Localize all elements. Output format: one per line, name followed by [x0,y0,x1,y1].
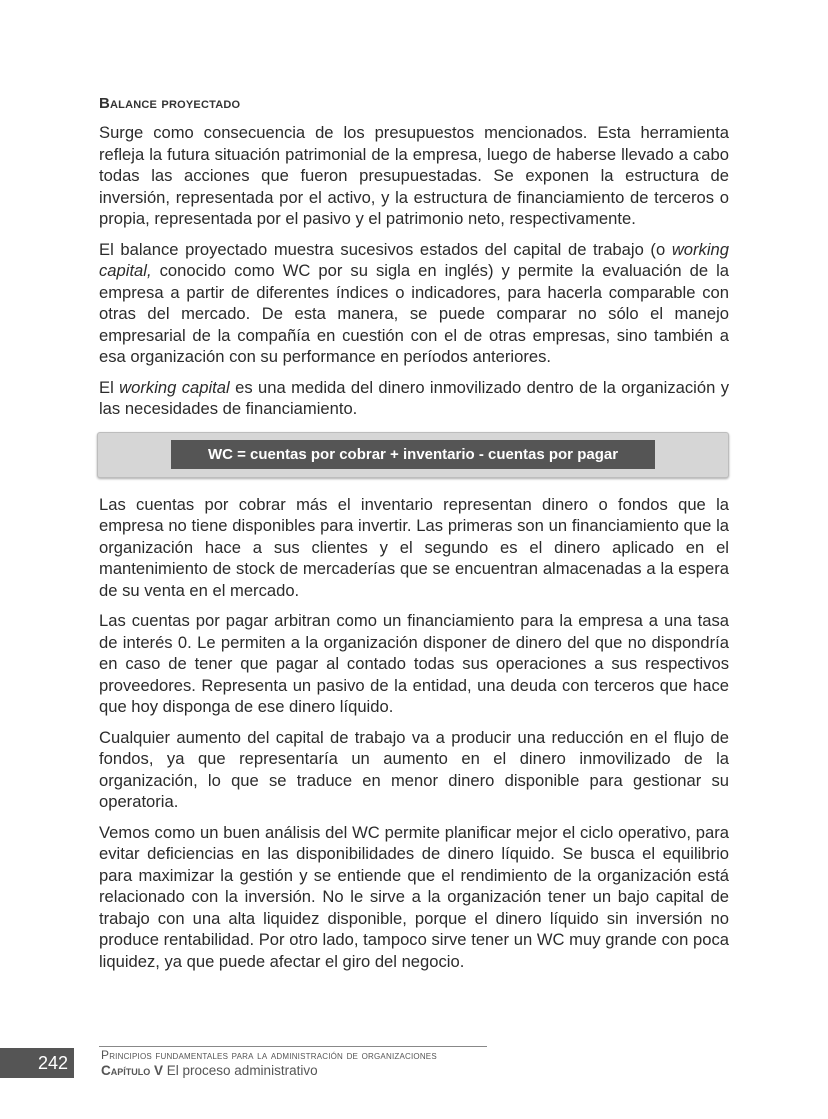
paragraph-1: Surge como consecuencia de los presupuestos mencionados. Esta herramienta refleja la futura situación patrimonial de la empresa, luego de haberse llevado a cabo todas las acciones que fueron presupuestadas. Se exponen la estructura de inversión, representada por el activo, y la estructura de financiamiento de terceros o propia, representada por el pasivo y el patrimonio neto, respectivamente. [99,123,729,228]
paragraph-text: conocido como WC por su sigla en inglés) y permite la evaluación de la empresa a partir de diferentes índices o indicadores, para hacerla comparable con otras del mercado. De esta manera, se puede comparar no sólo el manejo empresarial de la compañía en cuestión con el de otras empresas, sino también a esa organización con su performance en períodos anteriores. [99,261,729,366]
footer-divider [99,1046,487,1047]
page-number: 242 [0,1048,74,1078]
paragraph-text: El balance proyectado muestra sucesivos estados del capital de trabajo (o [99,239,672,259]
paragraph-5: Las cuentas por pagar arbitran como un financiamiento para la empresa a una tasa de interés 0. Le permiten a la organización disponer de dinero del que no dispondría en caso de tener que pagar al contado todas sus operaciones a sus respectivos proveedores. Representa un pasivo de la entidad, una deuda con terceros que hace que hoy disponga de ese dinero líquido. [99,611,729,716]
section-heading: Balance proyectado [99,95,241,112]
paragraph-2 [99,239,729,368]
book-title: Principios fundamentales para la administración de organizaciones [101,1048,437,1062]
chapter-title: El proceso administrativo [163,1063,318,1078]
chapter-label: Capítulo V [101,1063,164,1078]
italic-term: working capital [119,377,230,397]
paragraph-text: El [99,377,120,397]
paragraph-3 [99,377,729,420]
wc-formula: WC = cuentas por cobrar + inventario - cuentas por pagar [171,440,655,469]
paragraph-text: es una medida del dinero inmovilizado dentro de la organización y las necesidades de financiamiento. [99,377,729,418]
paragraph-7: Vemos como un buen análisis del WC permite planificar mejor el ciclo operativo, para evitar deficiencias en las disponibilidades de dinero líquido. Se busca el equilibrio para maximizar la gestión y se entiende que el rendimiento de la organización está relacionado con la inversión. No le sirve a la organización tener un bajo capital de trabajo con una alta liquidez disponible, porque el dinero líquido sin inversión no produce rentabilidad. Por otro lado, tampoco sirve tener un WC muy grande con poca liquidez, ya que puede afectar el giro del negocio. [99,822,729,971]
paragraph-4: Las cuentas por cobrar más el inventario representan dinero o fondos que la empresa no tiene disponibles para invertir. Las primeras son un financiamiento que la organización hace a sus clientes y el segundo es el dinero aplicado en el mantenimiento de stock de mercaderías que se encuentran almacenadas a la espera de su venta en el mercado. [99,494,729,600]
formula-box [97,432,729,478]
chapter-line [101,1063,437,1078]
italic-term: working capital, [99,239,729,280]
paragraph-6: Cualquier aumento del capital de trabajo va a producir una reducción en el flujo de fondos, ya que representaría un aumento en el dinero inmovilizado de la organización, lo que se traduce en menor dinero disponible para gestionar su operatoria. [99,727,729,811]
page-content [99,95,729,981]
running-footer [101,1048,437,1078]
